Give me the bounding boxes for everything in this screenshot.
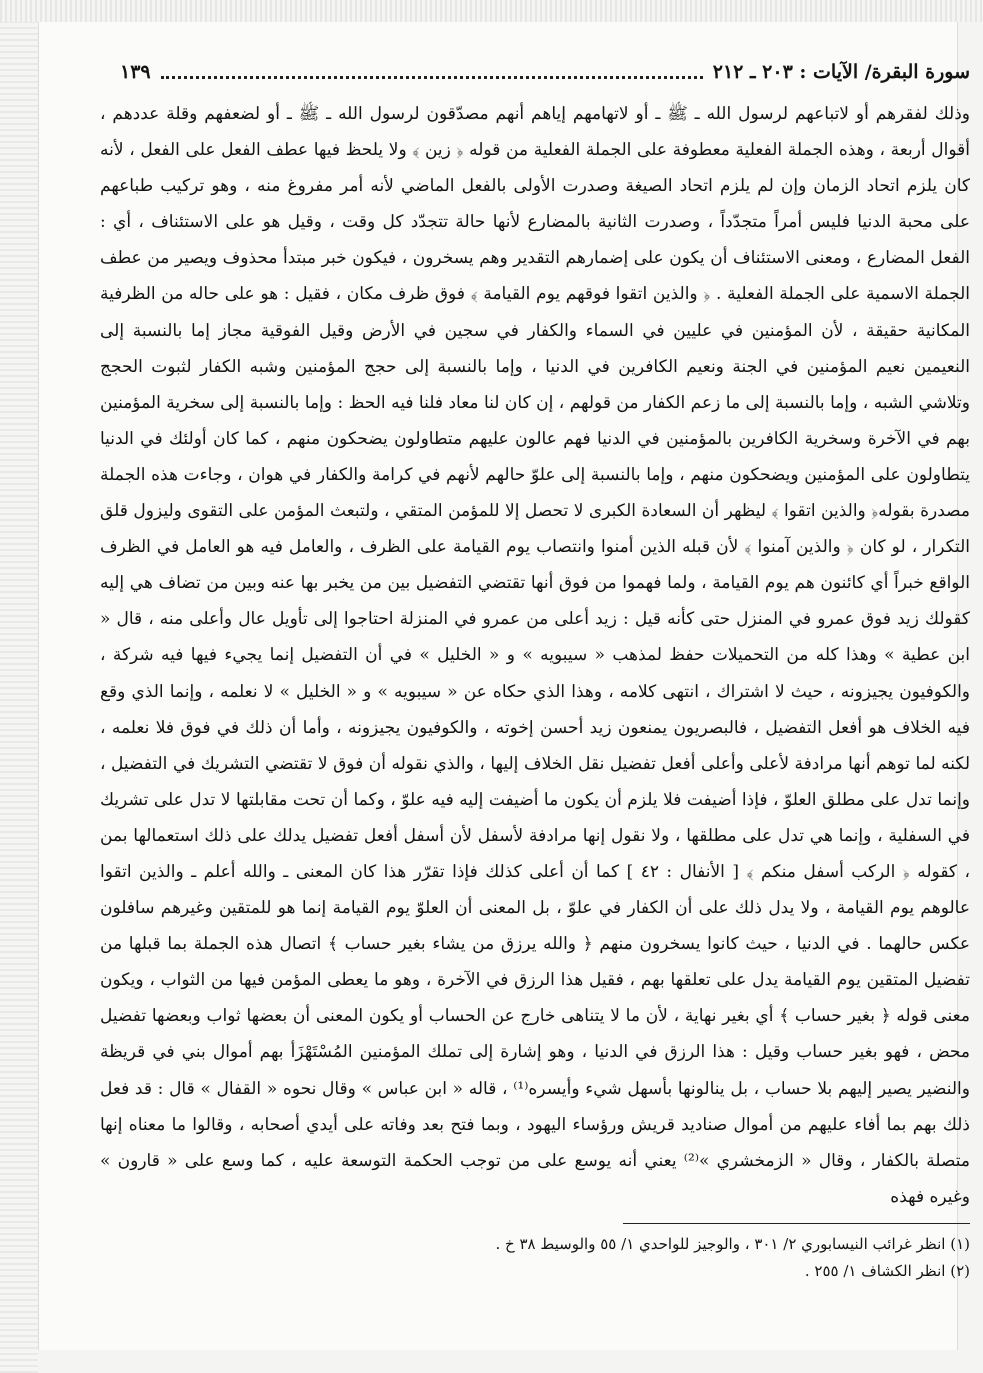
surah-title: سورة البقرة/ الآيات : ٢٠٣ ـ ٢١٢ <box>712 61 970 83</box>
scan-margin-top <box>0 0 983 22</box>
footnote-2: (٢) انظر الكشاف ١/ ٢٥٥ . <box>804 1262 970 1280</box>
footnote-divider <box>623 1223 970 1224</box>
footnote-1: (١) انظر غرائب النيسابوري ٢/ ٣٠١ ، والوجيز للواحدي ١/ ٥٥ والوسيط ٣٨ خ . <box>495 1235 970 1253</box>
header-dot-leader <box>161 66 703 79</box>
running-header <box>120 56 970 88</box>
footnotes <box>420 1231 970 1285</box>
main-text <box>100 96 970 1207</box>
scan-margin-left <box>0 0 38 1373</box>
page-number: ١٣٩ <box>120 61 151 83</box>
body-paragraph: وذلك لفقرهم أو لاتباعهم لرسول الله ـ ﷺ ـ أو لاتهامهم إياهم أنهم مصدّقون لرسول الله ـ ﷺ ـ أو لضعفهم وقلة عددهم ، أقوال أربعة ، وهذه الجملة الفعلية معطوفة على الجملة الفعلية من قوله ﴿ زين ﴾ ولا يلحظ فيها عطف الفعل على الفعل ، لأنه كان يلزم اتحاد الزمان وإن لم يلزم اتحاد الصيغة وصدرت الأولى بالفعل الماضي لأنه أمر مفروغ منه ، وهو تركيب طباعهم على محبة الدنيا فليس أمراً متجدّداً ، وصدرت الثانية بالمضارع لأنها حالة تتجدّد كل وقت ، وقيل هو على الاستئناف ، أي : الفعل المضارع ، ومعنى الاستئناف أن يكون على إضمارهم التقدير وهم يسخرون ، فيكون خبر مبتدأ محذوف ويصير من عطف الجملة الاسمية على الجملة الفعلية . ﴿ والذين اتقوا فوقهم يوم القيامة ﴾ فوق ظرف مكان ، فقيل : هو على حاله من الظرفية المكانية حقيقة ، لأن المؤمنين في عليين في السماء والكفار في سجين في الأرض وقيل الفوقية مجاز إما بالنسبة إلى النعيمين نعيم المؤمنين في الجنة ونعيم الكافرين في الدنيا ، وإما بالنسبة إلى حجج المؤمنين وشبه الكفار لثبوت الحجج وتلاشي الشبه ، وإما بالنسبة إلى ما زعم الكفار من قولهم ، إن كان لنا معاد فلنا فيه الحظ : وإما بالنسبة إلى سخرية المؤمنين بهم في الآخرة وسخرية الكافرين بالمؤمنين في الدنيا فهم عالون عليهم متطاولون يضحكون منهم ، كما كان أولئك في الدنيا يتطاولون على المؤمنين ويضحكون منهم ، وإما بالنسبة إلى علوّ حالهم لأنهم في كرامة والكفار في هوان ، وجاءت هذه الجملة مصدرة بقوله﴿ والذين اتقوا ﴾ ليظهر أن السعادة الكبرى لا تحصل إلا للمؤمن المتقي ، ولتبعث المؤمن على التقوى وليزول قلق التكرار ، لو كان ﴿ والذين آمنوا ﴾ لأن قبله الذين أمنوا وانتصاب يوم القيامة على الظرف ، والعامل فيه هو العامل في الظرف الواقع خبراً أي كائنون هم يوم القيامة ، ولما فهموا من فوق أنها تقتضي التفضيل بين من يخبر بها عنه وبين من تضاف هي إليه كقولك زيد فوق عمرو في المنزل حتى كأنه قيل : زيد أعلى من عمرو في المنزلة احتاجوا إلى تأويل عال وأعلى منه ، قال « ابن عطية » وهذا كله من التحميلات حفظ لمذهب « سيبويه » و « الخليل » في أن التفضيل إنما يجيء فيها فيه شركة ، والكوفيون يجيزونه ، حيث لا اشتراك ، انتهى كلامه ، وهذا الذي حكاه عن « سيبويه » و « الخليل » لا نعلمه ، وإنما الذي وقع فيه الخلاف هو أفعل التفضيل ، فالبصريون يمنعون زيد أحسن إخوته ، والكوفيون يجيزونه ، وأما أن ذلك في فوق فلا نعلمه ، لكنه لما توهم أنها مرادفة لأعلى وأعلى أفعل تفضيل نقل الخلاف إليها ، والذي نقوله أن فوق لا تقتضي التشريك في التفضيل ، وإنما تدل على مطلق العلوّ ، فإذا أضيفت فلا يلزم أن يكون ما أضيفت إليه فيه علوّ ، وكما أن تحت مقابلتها لا تدل على تشريك في السفلية ، وإنما هي تدل على مطلقها ، ولا نقول إنها مرادفة لأسفل لأن أسفل أفعل تفضيل يدلك على ذلك استعمالها بمن ، كقوله ﴿ الركب أسفل منكم ﴾ [ الأنفال : ٤٢ ] كما أن أعلى كذلك فإذا تقرّر هذا كان المعنى ـ والله أعلم ـ والذين اتقوا عالوهم يوم القيامة ، ولا يدل ذلك على أن الكفار في علوّ ، بل المعنى أن العلوّ يوم القيامة إنما هو للمتقين وغيرهم سافلون عكس حالهما . في الدنيا ، حيث كانوا يسخرون منهم ﴿ والله يرزق من يشاء بغير حساب ﴾ اتصال هذه الجملة بما قبلها من تفضيل المتقين يوم القيامة يدل على تعلقها بهم ، فقيل هذا الرزق في الآخرة ، وهو ما يعطى المؤمن فيها من الثواب ، ويكون معنى قوله ﴿ بغير حساب ﴾ أي بغير نهاية ، لأن ما لا يتناهى خارج عن الحساب أو يكون المعنى أن بعضها ثواب وبعضها تفضيل محض ، فهو بغير حساب وقيل : هذا الرزق في الدنيا ، وهو إشارة إلى تملك المؤمنين المُسْتَهْزَأ بهم أموال بني في قريظة والنضير يصير إليهم بلا حساب ، بل ينالونها بأسهل شيء وأيسره⁽¹⁾ ، قاله « ابن عباس » وقال نحوه « القفال » قال : قد فعل ذلك بهم بما أفاء عليهم من أموال صناديد قريش ورؤساء اليهود ، وبما فتح بعد وفاته على أيدي أصحابه ، وقالوا ما معناه إنها متصلة بالكفار ، وقال « الزمخشري »⁽²⁾ يعني أنه يوسع على من توجب الحكمة التوسعة عليه ، كما وسع على « قارون » وغيره فهذه <box>100 104 970 1207</box>
